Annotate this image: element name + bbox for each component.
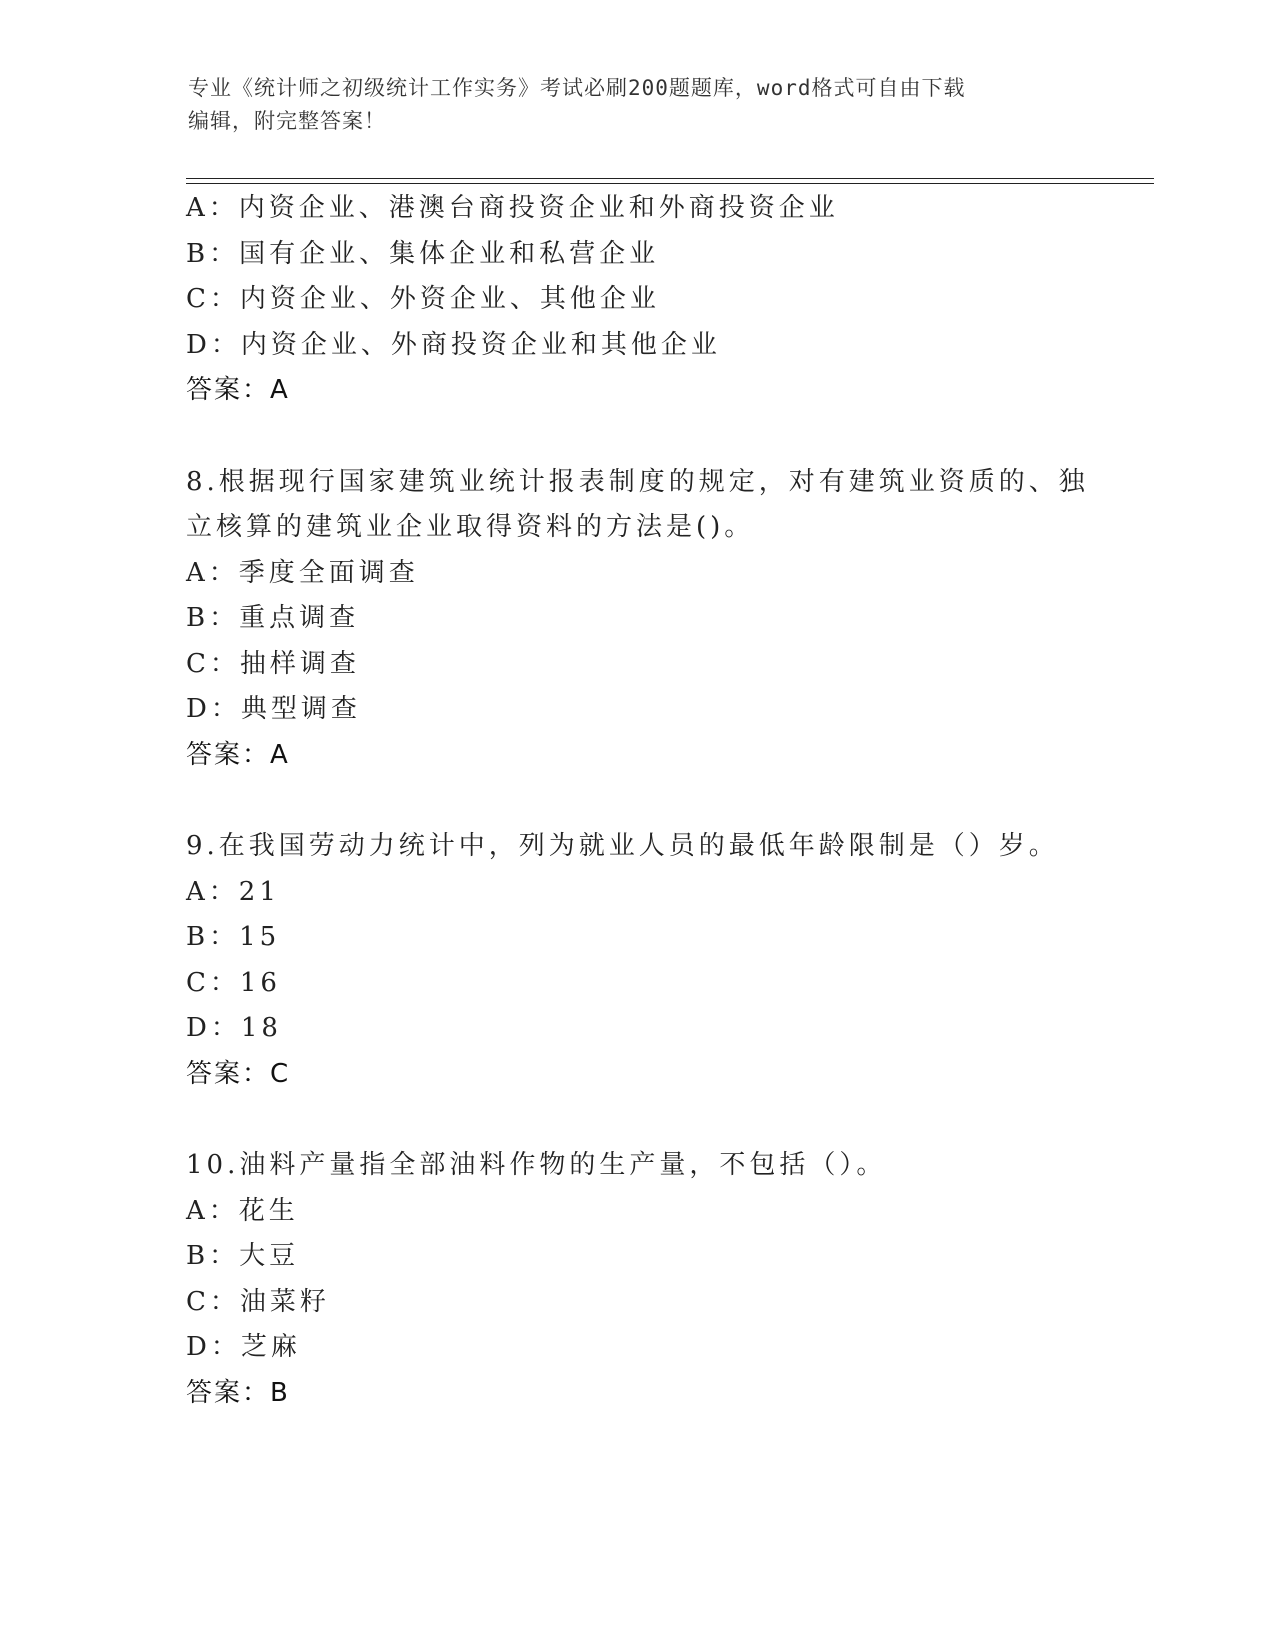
option-a: A：内资企业、港澳台商投资企业和外商投资企业 [186, 193, 839, 223]
option-a: A：季度全面调查 [186, 557, 419, 588]
header-line-2: 编辑，附完整答案！ [188, 109, 386, 133]
question-7 [186, 186, 1086, 414]
spacer [186, 414, 1086, 460]
option-d: D：典型调查 [186, 694, 361, 724]
question-stem: 9.在我国劳动力统计中，列为就业人员的最低年龄限制是（）岁。 [186, 831, 1059, 861]
option-b: B：重点调查 [186, 603, 360, 633]
answer: 答案：B [186, 1377, 290, 1408]
answer: 答案：C [186, 1058, 291, 1089]
question-stem-line-1: 8.根据现行国家建筑业统计报表制度的规定，对有建筑业资质的、独 [186, 466, 1089, 497]
header-divider [186, 178, 1154, 184]
option-a: A：21 [186, 876, 280, 907]
spacer [186, 778, 1086, 824]
option-d: D：18 [186, 1013, 282, 1043]
option-a: A：花生 [186, 1195, 299, 1226]
option-b: B：大豆 [186, 1241, 300, 1271]
question-10 [186, 1143, 1086, 1416]
option-d: D：内资企业、外商投资企业和其他企业 [186, 329, 721, 360]
page-header [188, 72, 1068, 138]
question-9 [186, 824, 1086, 1097]
option-c: C：油菜籽 [186, 1286, 330, 1317]
answer: 答案：A [186, 739, 290, 770]
option-b: B：国有企业、集体企业和私营企业 [186, 238, 660, 269]
question-list [186, 186, 1089, 1416]
question-stem-line-2: 立核算的建筑业企业取得资料的方法是()。 [186, 512, 755, 542]
option-c: C：抽样调查 [186, 648, 360, 679]
spacer [186, 1097, 1086, 1143]
option-d: D：芝麻 [186, 1332, 301, 1362]
question-8 [186, 460, 1089, 779]
option-c: C：内资企业、外资企业、其他企业 [186, 284, 660, 314]
option-c: C：16 [186, 967, 281, 998]
question-stem: 10.油料产量指全部油料作物的生产量，不包括（）。 [186, 1150, 887, 1180]
answer: 答案：A [186, 375, 290, 405]
option-b: B：15 [186, 922, 281, 952]
header-line-1: 专业《统计师之初级统计工作实务》考试必刷200题题库，word格式可自由下载 [188, 76, 966, 100]
